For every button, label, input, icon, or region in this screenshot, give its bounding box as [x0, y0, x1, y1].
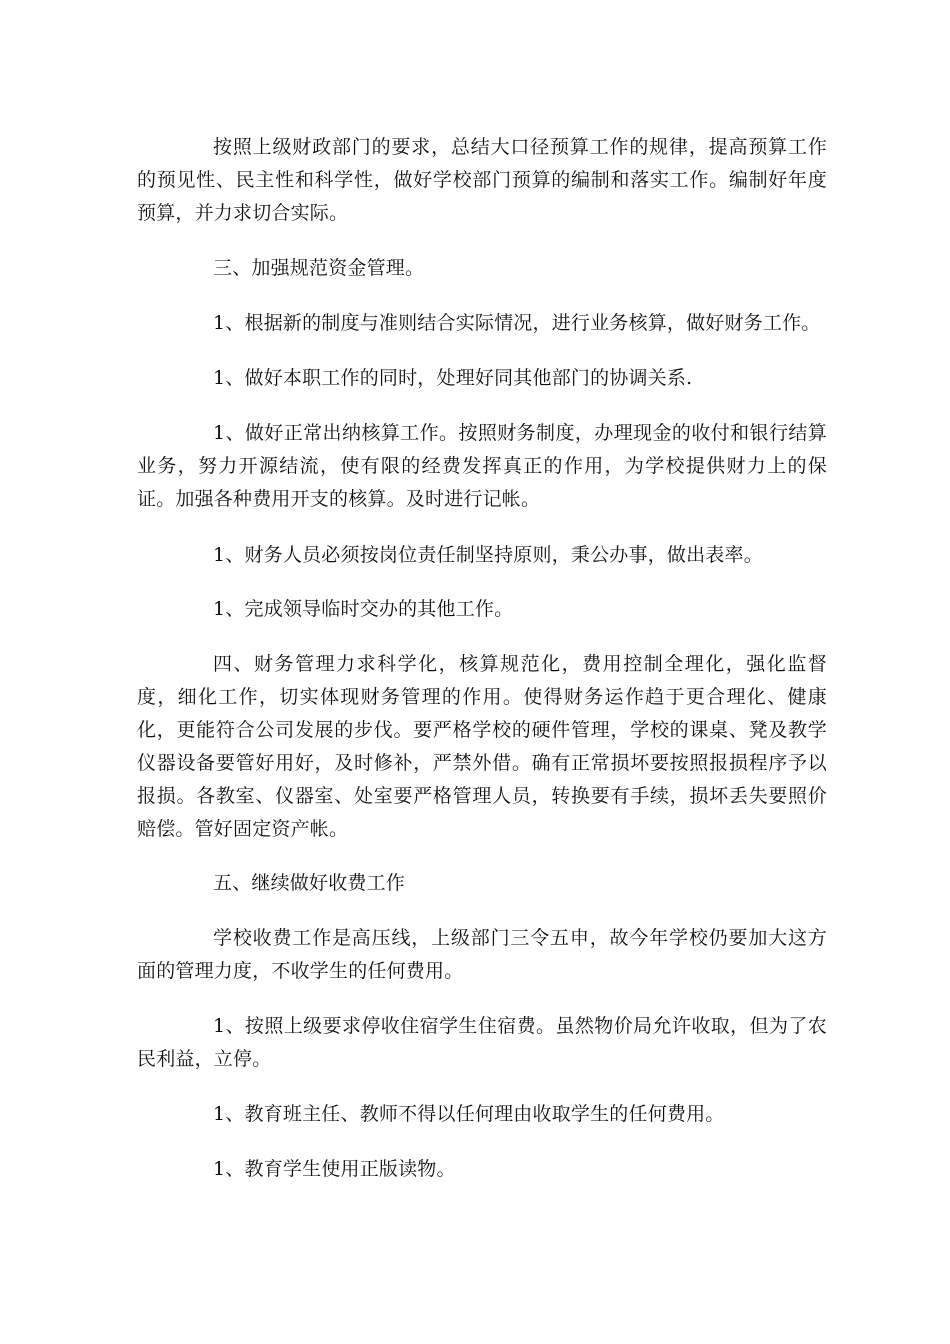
section-heading-3: 三、加强规范资金管理。: [213, 257, 425, 279]
list-item: 1、做好本职工作的同时，处理好同其他部门的协调关系.: [213, 367, 693, 389]
list-item: 1、教育班主任、教师不得以任何理由收取学生的任何费用。: [213, 1103, 725, 1125]
list-item: 1、教育学生使用正版读物。: [213, 1158, 456, 1180]
list-item: 1、财务人员必须按岗位责任制坚持原则，秉公办事，做出表率。: [213, 544, 763, 566]
paragraph-budget: 按照上级财政部门的要求，总结大口径预算工作的规律，提高预算工作的预见性、民主性和科学性，做好学校部门预算的编制和落实工作。编制好年度预算，并力求切合实际。: [137, 136, 827, 224]
list-item: 1、按照上级要求停收住宿学生住宿费。虽然物价局允许收取，但为了农民利益，立停。: [137, 1015, 827, 1070]
list-item: 1、完成领导临时交办的其他工作。: [213, 598, 514, 620]
section-paragraph-4: 四、财务管理力求科学化，核算规范化，费用控制全理化，强化监督度，细化工作，切实体现财务管理的作用。使得财务运作趋于更合理化、健康化，更能符合公司发展的步伐。要严格学校的硬件管理，学校的课桌、凳及教学仪器设备要管好用好，及时修补，严禁外借。确有正常损坏要按照报损程序予以报损。各教室、仪器室、处室要严格管理人员，转换要有手续，损坏丢失要照价赔偿。管好固定资产帐。: [137, 653, 827, 840]
paragraph-fees: 学校收费工作是高压线，上级部门三令五申，故今年学校仍要加大这方面的管理力度，不收学生的任何费用。: [137, 927, 827, 982]
section-heading-5: 五、继续做好收费工作: [213, 872, 406, 894]
list-item: 1、根据新的制度与准则结合实际情况，进行业务核算，做好财务工作。: [213, 312, 821, 334]
list-item: 1、做好正常出纳核算工作。按照财务制度，办理现金的收付和银行结算业务，努力开源结流，使有限的经费发挥真正的作用，为学校提供财力上的保证。加强各种费用开支的核算。及时进行记帐。: [137, 422, 827, 510]
